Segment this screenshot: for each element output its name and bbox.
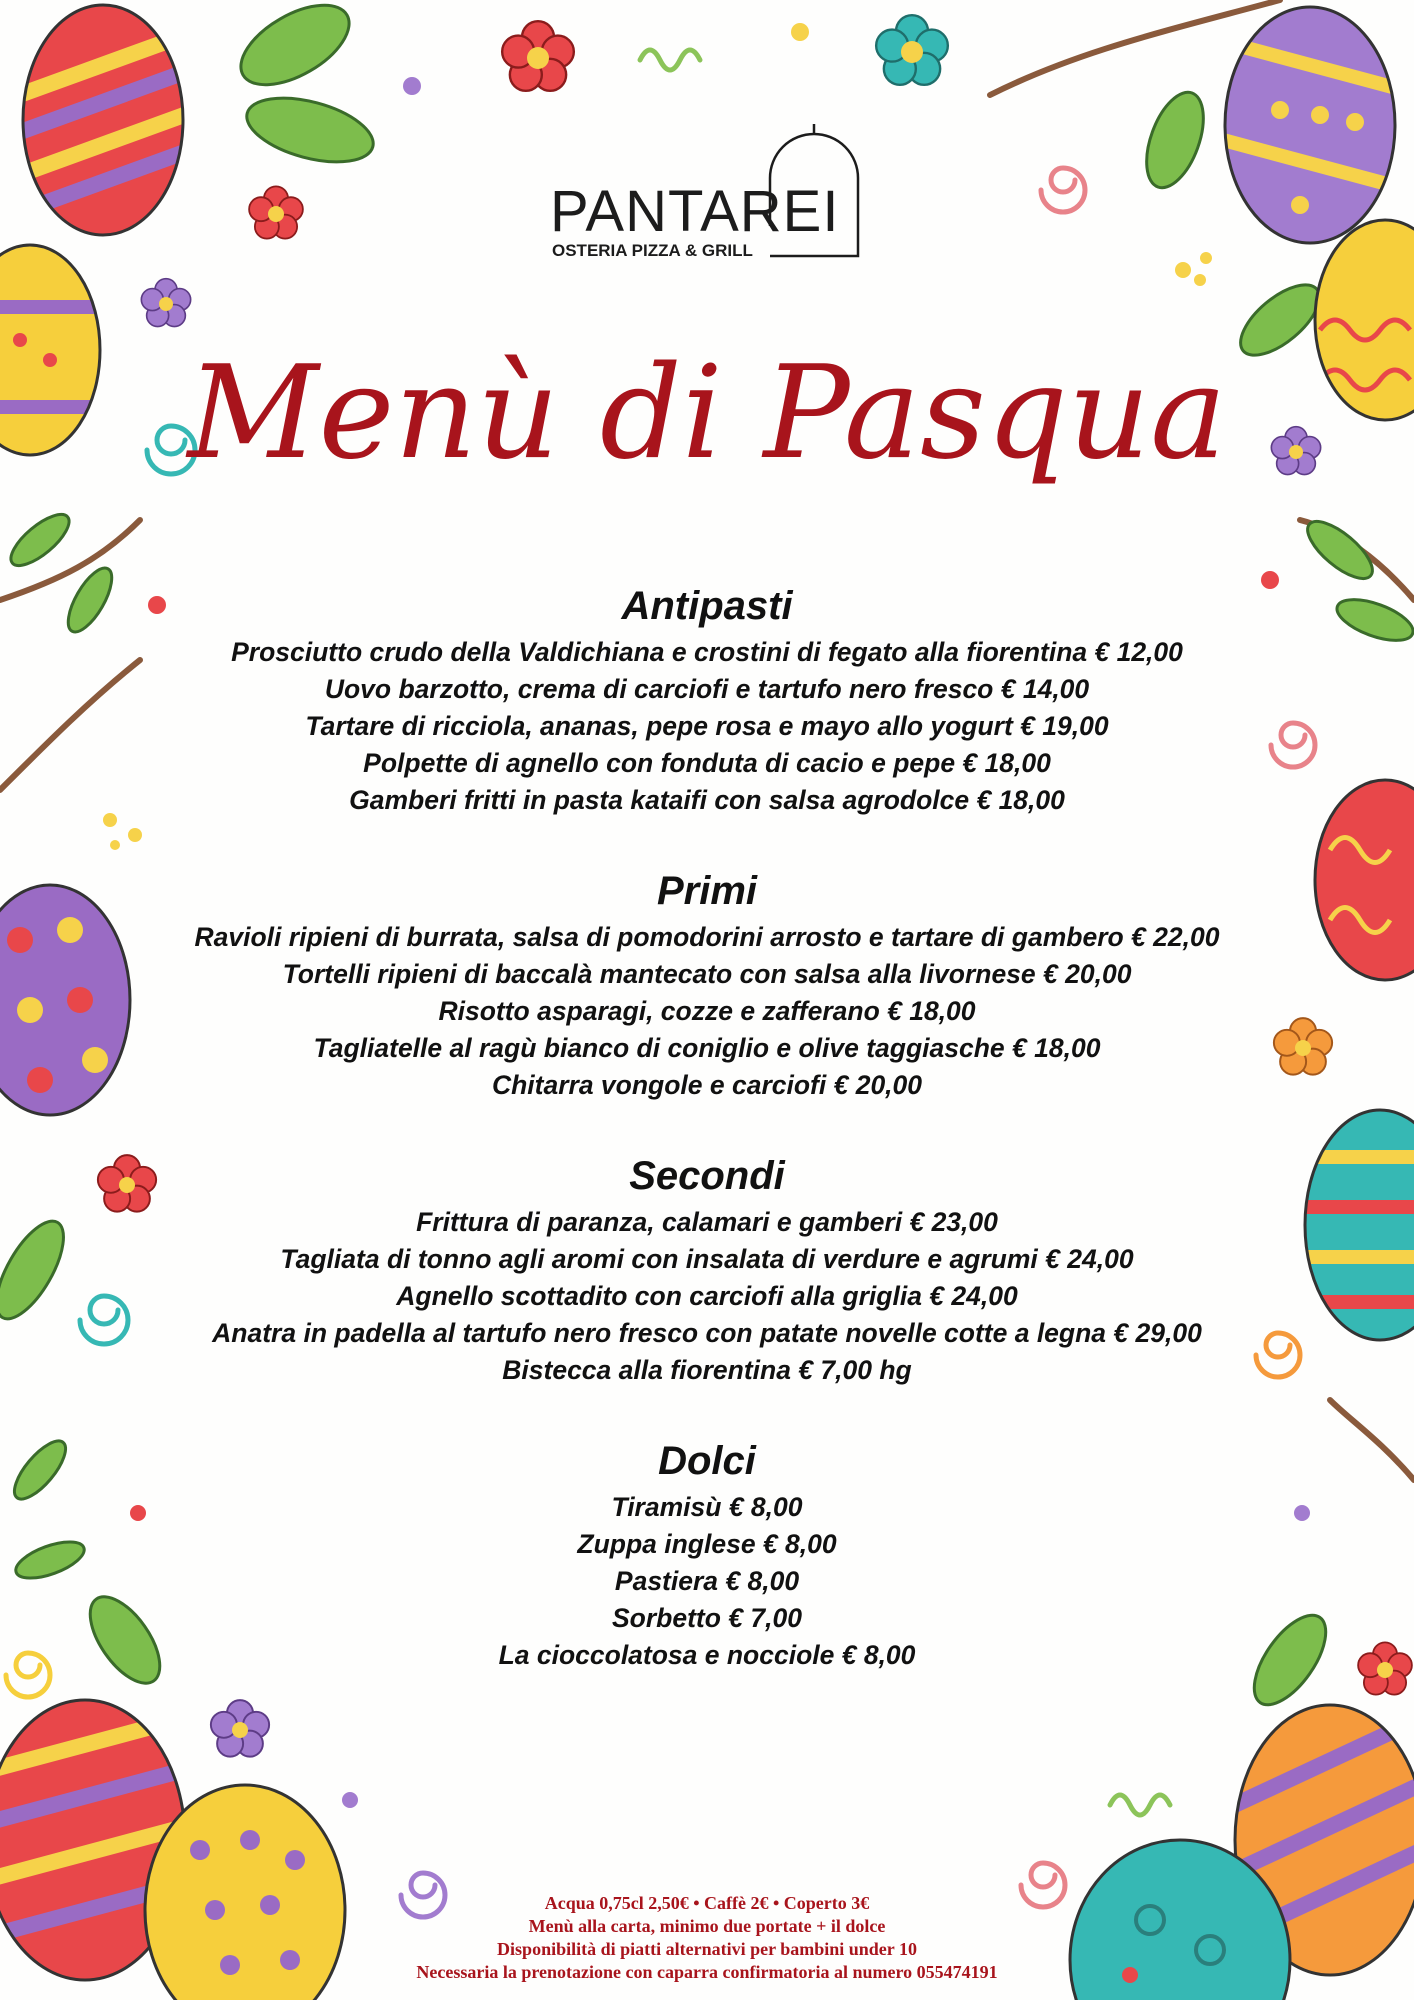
leaf-icon xyxy=(1135,85,1214,195)
flower-icon xyxy=(876,15,948,85)
section-antipasti xyxy=(0,578,1414,819)
menu-item: Tiramisù € 8,00 xyxy=(611,1492,803,1522)
flower-icon xyxy=(141,279,190,327)
menu-item: Polpette di agnello con fonduta di cacio e pepe € 18,00 xyxy=(363,748,1051,778)
menu-title: Menù di Pasqua xyxy=(187,339,1227,488)
section-heading: Dolci xyxy=(658,1439,756,1483)
menu-item: Pastiera € 8,00 xyxy=(614,1566,800,1596)
menu-item: Chitarra vongole e carciofi € 20,00 xyxy=(491,1070,923,1100)
section-primi xyxy=(0,863,1414,1104)
menu-body xyxy=(0,578,1414,1674)
footer-line: Menù alla carta, minimo due portate + il dolce xyxy=(528,1916,886,1936)
menu-item: Sorbetto € 7,00 xyxy=(612,1603,802,1633)
leaf-icon xyxy=(228,0,362,101)
menu-item: Gamberi fritti in pasta kataifi con salsa agrodolce € 18,00 xyxy=(349,785,1065,815)
menu-item: Frittura di paranza, calamari e gamberi € 23,00 xyxy=(416,1207,998,1237)
flower-icon xyxy=(502,21,574,91)
section-heading: Primi xyxy=(656,869,758,913)
footer-line: Acqua 0,75cl 2,50€ • Caffè 2€ • Coperto 3€ xyxy=(544,1893,870,1913)
section-secondi xyxy=(0,1148,1414,1389)
menu-item: Uovo barzotto, crema di carciofi e tartufo nero fresco € 14,00 xyxy=(324,674,1090,704)
logo-name: PANTAREI xyxy=(550,179,840,244)
menu-item: Bistecca alla fiorentina € 7,00 hg xyxy=(502,1355,912,1385)
leaf-icon xyxy=(1299,512,1381,588)
section-heading: Antipasti xyxy=(621,584,793,628)
footer-line: Necessaria la prenotazione con caparra confirmatoria al numero 055474191 xyxy=(416,1962,998,1982)
logo-tagline: OSTERIA PIZZA & GRILL xyxy=(552,241,753,260)
menu-item: Anatra in padella al tartufo nero fresco con patate novelle cotte a legna € 29,00 xyxy=(212,1318,1202,1348)
menu-item: Tagliatelle al ragù bianco di coniglio e olive taggiasche € 18,00 xyxy=(313,1033,1101,1063)
menu-item: Risotto asparagi, cozze e zafferano € 18,00 xyxy=(438,996,976,1026)
menu-item: Agnello scottadito con carciofi alla griglia € 24,00 xyxy=(396,1281,1018,1311)
section-heading: Secondi xyxy=(629,1154,785,1198)
menu-item: Tortelli ripieni di baccalà mantecato con salsa alla livornese € 20,00 xyxy=(282,959,1132,989)
restaurant-logo xyxy=(540,118,870,268)
menu-footer xyxy=(0,1892,1414,1984)
menu-item: Ravioli ripieni di burrata, salsa di pomodorini arrosto e tartare di gambero € 22,00 xyxy=(194,922,1220,952)
flower-icon xyxy=(211,1700,269,1757)
menu-item: Zuppa inglese € 8,00 xyxy=(577,1529,837,1559)
menu-item: Tagliata di tonno agli aromi con insalata di verdure e agrumi € 24,00 xyxy=(280,1244,1134,1274)
leaf-icon xyxy=(3,506,76,574)
flower-icon xyxy=(249,186,303,238)
menu-item: Tartare di ricciola, ananas, pepe rosa e mayo allo yogurt € 19,00 xyxy=(305,711,1109,741)
menu-item: La cioccolatosa e nocciole € 8,00 xyxy=(498,1640,916,1670)
menu-item: Prosciutto crudo della Valdichiana e crostini di fegato alla fiorentina € 12,00 xyxy=(231,637,1183,667)
section-dolci xyxy=(0,1433,1414,1674)
leaf-icon xyxy=(240,86,380,174)
footer-line: Disponibilità di piatti alternativi per bambini under 10 xyxy=(497,1939,917,1959)
